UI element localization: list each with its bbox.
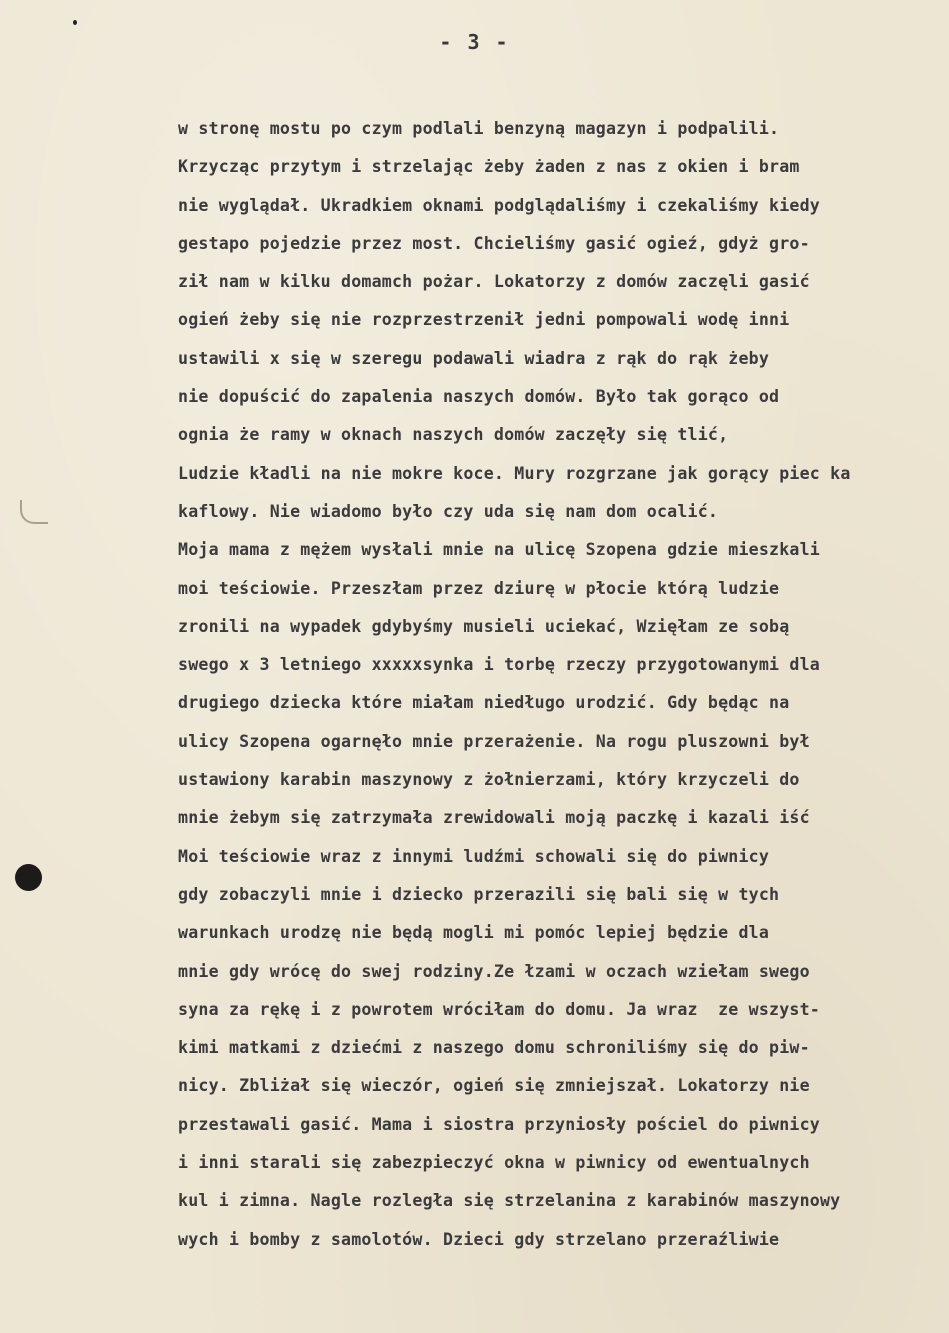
text-line: ulicy Szopena ogarnęło mnie przerażenie. Na rogu pluszowni był: [178, 731, 810, 751]
text-line: swego x 3 letniego xxxxxsynka i torbę rzeczy przygotowanymi dla: [178, 655, 820, 675]
text-line: drugiego dziecka które miałam niedługo urodzić. Gdy będąc na: [178, 693, 790, 713]
text-line: ognia że ramy w oknach naszych domów zaczęły się tlić,: [178, 425, 729, 445]
text-line: kimi matkami z dziećmi z naszego domu schroniliśmy się do piw-: [178, 1038, 810, 1058]
text-line: moi teściowie. Przeszłam przez dziurę w płocie którą ludzie: [178, 578, 780, 598]
text-line: kaflowy. Nie wiadomo było czy uda się nam dom ocalić.: [178, 501, 719, 521]
text-line: mnie gdy wrócę do swej rodziny.Ze łzami w oczach wziełam swego: [178, 961, 810, 981]
text-line: gdy zobaczyli mnie i dziecko przerazili się bali się w tych: [178, 884, 780, 904]
text-line: nicy. Zbliżał się wieczór, ogień się zmniejszał. Lokatorzy nie: [178, 1076, 810, 1096]
text-line: ogień żeby się nie rozprzestrzenił jedni pompowali wodę inni: [178, 310, 790, 330]
text-line: gestapo pojedzie przez most. Chcieliśmy gasić ogieź, gdyż gro-: [178, 233, 810, 253]
text-line: Moja mama z mężem wysłali mnie na ulicę Szopena gdzie mieszkali: [178, 540, 820, 560]
text-line: wych i bomby z samolotów. Dzieci gdy strzelano przeraźliwie: [178, 1229, 780, 1249]
page-number: - 3 -: [439, 30, 510, 54]
text-line: syna za rękę i z powrotem wróciłam do domu. Ja wraz ze wszyst-: [178, 999, 820, 1019]
text-line: Ludzie kładli na nie mokre koce. Mury rozgrzane jak gorący piec ka: [178, 463, 851, 483]
text-line: przestawali gasić. Mama i siostra przyniosły pościel do piwnicy: [178, 1114, 820, 1134]
text-line: Krzycząc przytym i strzelając żeby żaden z nas z okien i bram: [178, 157, 800, 177]
text-line: ził nam w kilku domamch pożar. Lokatorzy z domów zaczęli gasić: [178, 272, 810, 292]
text-line: Moi teściowie wraz z innymi ludźmi schowali się do piwnicy: [178, 846, 770, 866]
text-line: mnie żebym się zatrzymała zrewidowali moją paczkę i kazali iść: [178, 808, 810, 828]
text-line: i inni starali się zabezpieczyć okna w piwnicy od ewentualnych: [178, 1153, 810, 1173]
text-line: ustawili x się w szeregu podawali wiadra z rąk do rąk żeby: [178, 348, 770, 368]
text-line: ustawiony karabin maszynowy z żołnierzami, który krzyczeli do: [178, 770, 800, 790]
punch-hole: [15, 864, 42, 891]
body-text: [178, 110, 949, 1259]
text-line: w stronę mostu po czym podlali benzyną magazyn i podpalili.: [178, 119, 780, 138]
text-line: nie dopuścić do zapalenia naszych domów. Było tak gorąco od: [178, 387, 780, 407]
text-line: kul i zimna. Nagle rozległa się strzelanina z karabinów maszynowy: [178, 1191, 841, 1211]
margin-pencil-mark: [20, 500, 48, 524]
text-line: warunkach urodzę nie będą mogli mi pomóc lepiej będzie dla: [178, 923, 770, 943]
text-line: zronili na wypadek gdybyśmy musieli uciekać, Wzięłam ze sobą: [178, 616, 790, 636]
ink-speck: [73, 20, 77, 25]
text-line: nie wyglądał. Ukradkiem oknami podglądaliśmy i czekaliśmy kiedy: [178, 195, 820, 215]
